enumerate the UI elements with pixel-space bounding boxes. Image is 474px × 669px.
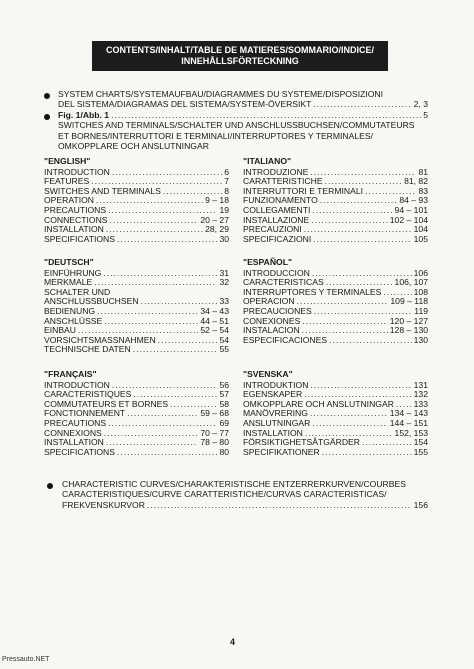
system-charts-line-1: SYSTEM CHARTS/SYSTEMAUFBAU/DIAGRAMMES DU SYSTEME/DISPOSIZIONI: [58, 89, 384, 99]
toc-label: INTRODUCTION: [44, 166, 110, 177]
toc-row: [243, 235, 428, 245]
toc-label: PRECAUTIONS: [44, 417, 107, 428]
toc-label: CONNEXIONS: [44, 427, 102, 438]
toc-page: 19: [219, 204, 229, 215]
toc-page: 120 – 127: [389, 315, 428, 326]
toc-page: 155: [413, 446, 428, 457]
curves-line-2: CARACTERISTIQUES/CURVE CARATTERISTICHE/CURVAS CARACTERISTICAS/: [62, 489, 387, 500]
toc-page: 119: [414, 305, 428, 316]
section-english: [44, 157, 229, 244]
toc-page: 78 – 80: [200, 437, 229, 448]
toc-page: 7: [224, 176, 229, 187]
toc-label: CONNECTIONS: [44, 214, 108, 225]
toc-label: CONEXIONES: [243, 315, 301, 326]
toc-label: INSTALLATION: [44, 224, 104, 235]
toc-label: FÖRSIKTIGHETSÅTGÄRDER: [243, 437, 360, 448]
curves-line-3: FREKVENSKURVOR: [62, 499, 145, 510]
toc-page: 80: [219, 446, 229, 457]
toc-page: 32: [219, 277, 229, 288]
system-charts-page: 2, 3: [413, 99, 428, 110]
toc-page: 55: [219, 344, 229, 355]
toc-page: 106: [413, 267, 428, 278]
toc-page: 131: [413, 379, 428, 390]
toc-label: INSTALLATION: [44, 437, 104, 448]
toc-row: [44, 448, 229, 458]
toc-label: EGENSKAPER: [243, 389, 303, 400]
toc-page: 105: [413, 233, 428, 244]
toc-page: 57: [219, 389, 229, 400]
toc-page: 9 – 18: [205, 195, 229, 206]
fig1-line-2: ET BORNES/INTERRUTTORI E TERMINALI/INTERRUPTORES Y TERMINALES/: [58, 130, 374, 141]
toc-label: EINBAU: [44, 325, 76, 336]
toc-label: PRECAUCIONES: [243, 305, 312, 316]
section-title: "SVENSKA": [243, 369, 293, 379]
toc-label: SPECIFICAZIONI: [243, 233, 312, 244]
toc-label: SWITCHES AND TERMINALS: [44, 185, 161, 196]
toc-page: 128 – 130: [389, 325, 428, 336]
toc-label: INTRODUCTION: [44, 379, 110, 390]
fig1-line-1: SWITCHES AND TERMINALS/SCHALTER UND ANSCHLUSSBUCHSEN/COMMUTATEURS: [58, 120, 415, 131]
fig1-page: 5: [423, 110, 428, 120]
toc-page: 130: [413, 334, 428, 345]
toc-page: 34 – 43: [200, 305, 229, 316]
toc-label: INSTALLAZIONE: [243, 214, 310, 225]
toc-label: INTERRUTTORI E TERMINALI: [243, 185, 364, 196]
toc-page: 102 – 104: [389, 214, 428, 225]
toc-label: INTRODUKTION: [243, 379, 309, 390]
toc-label: COMMUTATEURS ET BORNES: [44, 398, 169, 409]
toc-label: MANÖVRERING: [243, 408, 308, 419]
toc-row: [44, 235, 229, 245]
curves-page: 156: [413, 499, 428, 510]
header-line-1: CONTENTS/INHALT/TABLE DE MATIERES/SOMMARIO/INDICE/: [106, 45, 374, 55]
toc-page: 69: [219, 417, 229, 428]
curves-entry: [62, 479, 428, 510]
toc-page: 81, 82: [404, 176, 428, 187]
toc-label: FONCTIONNEMENT: [44, 408, 126, 419]
section-deutsch: [44, 258, 229, 355]
toc-page: 83: [418, 185, 428, 196]
toc-page: 8: [224, 185, 229, 196]
bullet-icon: [47, 483, 53, 489]
toc-label: VORSICHTSMASSNAHMEN: [44, 334, 156, 345]
bullet-icon: [44, 114, 50, 120]
toc-page: 152, 153: [394, 427, 428, 438]
toc-label: OPERACION: [243, 296, 295, 307]
header-line-2: INNEHÅLLSFÖRTECKNING: [181, 56, 299, 66]
toc-label: ANSCHLUSSBUCHSEN: [44, 296, 139, 307]
toc-page: 84 – 93: [399, 195, 428, 206]
toc-label: INSTALLATION: [243, 427, 303, 438]
section-title: "ENGLISH": [44, 156, 91, 166]
toc-page: 133: [413, 398, 428, 409]
toc-page: 33: [219, 296, 229, 307]
section-italiano: [243, 157, 428, 244]
toc-label: FEATURES: [44, 176, 90, 187]
toc-page: 54: [219, 334, 229, 345]
toc-page: 94 – 101: [394, 204, 428, 215]
toc-label: PRECAUZIONI: [243, 224, 302, 235]
section-espanol: [243, 258, 428, 345]
toc-page: 56: [219, 379, 229, 390]
toc-page: 104: [413, 224, 428, 235]
toc-page: 52 – 54: [200, 325, 229, 336]
toc-label: SPECIFICATIONS: [44, 446, 115, 457]
toc-label: PRECAUTIONS: [44, 204, 107, 215]
toc-label: INTRODUCCION: [243, 267, 310, 278]
toc-page: 6: [224, 166, 229, 177]
toc-page: 28, 29: [205, 224, 229, 235]
toc-label: SPECIFIKATIONER: [243, 446, 320, 457]
toc-page: 132: [413, 389, 428, 400]
toc-row: [243, 448, 428, 458]
toc-page: 81: [418, 166, 428, 177]
toc-page: 58: [219, 398, 229, 409]
section-title: "ITALIANO": [243, 156, 292, 166]
section-title: "FRANÇAIS": [44, 369, 97, 379]
toc-page: 59 – 68: [200, 408, 229, 419]
toc-row: [243, 336, 428, 346]
toc-label: SPECIFICATIONS: [44, 233, 115, 244]
toc-page: 108: [413, 286, 428, 297]
toc-label: INTERRUPTORES Y TERMINALES: [243, 286, 382, 297]
footer-watermark: Pressauto.NET: [2, 656, 50, 663]
toc-label: OPERATION: [44, 195, 94, 206]
contents-header: [92, 41, 388, 71]
system-charts-line-2: DEL SISTEMA/DIAGRAMAS DEL SISTEMA/SYSTEM-ÖVERSIKT: [58, 99, 312, 110]
toc-label: COLLEGAMENTI: [243, 204, 311, 215]
page-number: 4: [230, 637, 236, 647]
system-charts-entry: [58, 89, 428, 110]
toc-label: ANSCHLÜSSE: [44, 315, 103, 326]
curves-line-1: CHARACTERISTIC CURVES/CHARAKTERISTISCHE ENTZERRERKURVEN/COURBES: [62, 479, 406, 489]
bullet-icon: [44, 93, 50, 99]
section-svenska: [243, 370, 428, 457]
toc-label: FUNZIONAMENTO: [243, 195, 318, 206]
toc-label: CARACTERISTICAS: [243, 277, 324, 288]
fig1-title: Fig. 1/Abb. 1: [58, 110, 110, 120]
toc-page: 106, 107: [394, 277, 428, 288]
toc-label: MERKMALE: [44, 277, 93, 288]
toc-label: EINFÜHRUNG: [44, 267, 102, 278]
toc-label: ANSLUTNINGAR: [243, 417, 311, 428]
toc-page: 30: [219, 233, 229, 244]
toc-label: INTRODUZIONE: [243, 166, 309, 177]
toc-label: BEDIENUNG: [44, 305, 96, 316]
toc-label: CARACTERISTIQUES: [44, 389, 132, 400]
toc-page: 31: [219, 267, 229, 278]
toc-page: 44 – 51: [200, 315, 229, 326]
toc-label: SCHALTER UND: [44, 286, 111, 297]
section-title: "ESPAÑOL": [243, 257, 293, 267]
section-title: "DEUTSCH": [44, 257, 94, 267]
toc-page: 134 – 143: [389, 408, 428, 419]
toc-label: CARATTERISTICHE: [243, 176, 323, 187]
toc-page: 154: [413, 437, 428, 448]
toc-page: 70 – 77: [200, 427, 229, 438]
toc-page: 20 – 27: [200, 214, 229, 225]
toc-page: 144 – 151: [389, 417, 428, 428]
toc-label: OMKOPPLARE OCH ANSLUTNINGAR: [243, 398, 394, 409]
fig1-line-3: OMKOPPLARE OCH ANSLUTNINGAR: [58, 140, 209, 151]
toc-label: ESPECIFICACIONES: [243, 334, 328, 345]
toc-label: INSTALACION: [243, 325, 300, 336]
toc-label: TECHNISCHE DATEN: [44, 344, 131, 355]
fig1-entry: [58, 110, 428, 151]
toc-row: [44, 345, 229, 355]
toc-page: 109 – 118: [390, 296, 428, 307]
section-francais: [44, 370, 229, 457]
